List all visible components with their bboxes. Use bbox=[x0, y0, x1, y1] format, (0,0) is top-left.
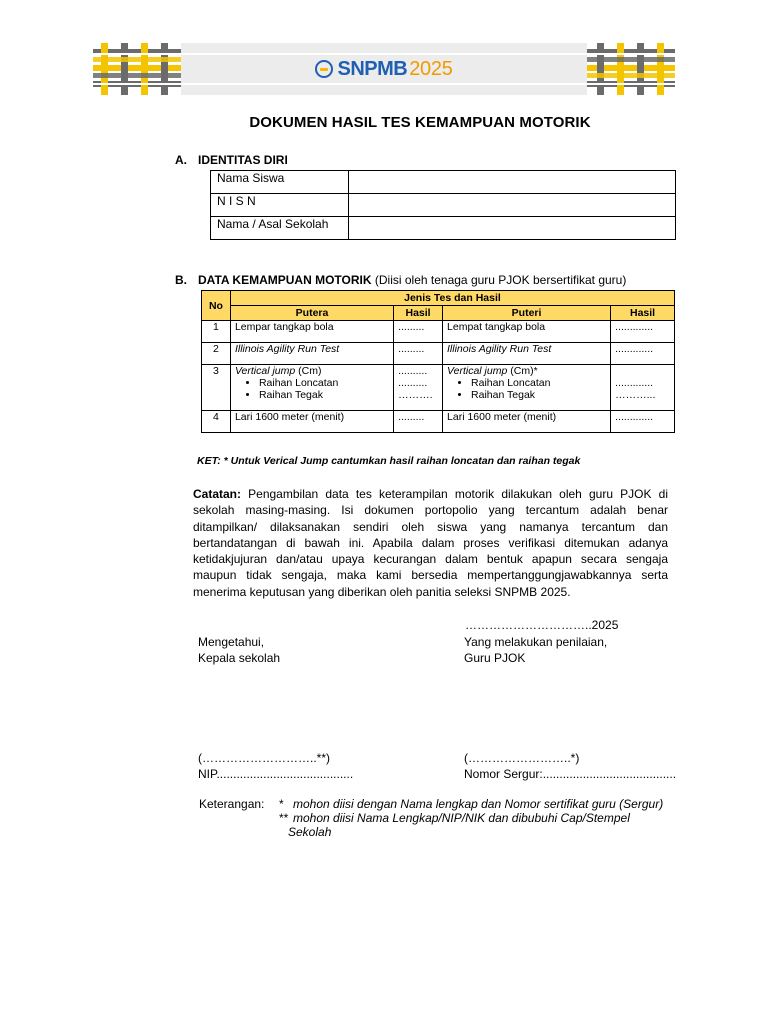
test-putera-main: Vertical jump bbox=[234, 365, 296, 377]
keterangan-note: mohon diisi dengan Nama lengkap dan Nomor sertifikat guru (Sergur) bbox=[293, 797, 664, 811]
result-line: .......... bbox=[398, 365, 428, 377]
result-puteri-field[interactable]: ............. bbox=[611, 411, 675, 433]
left-signature-block bbox=[198, 634, 280, 667]
result-puteri-field[interactable] bbox=[611, 365, 675, 411]
catatan-label: Catatan: bbox=[193, 487, 242, 501]
test-puteri: Lempat tangkap bola bbox=[443, 321, 611, 343]
left-sign-line1: Mengetahui, bbox=[198, 635, 265, 649]
sergur-field[interactable]: Nomor Sergur:........................................ bbox=[464, 767, 677, 782]
identity-label: Nama / Asal Sekolah bbox=[211, 217, 349, 240]
result-puteri-field[interactable]: ............. bbox=[611, 343, 675, 365]
section-b-subtitle: (Diisi oleh tenaga guru PJOK bersertifikat guru) bbox=[374, 273, 627, 287]
right-sign-line2: Guru PJOK bbox=[464, 651, 526, 666]
result-line: ………... bbox=[615, 389, 656, 401]
left-signer-fields bbox=[198, 750, 353, 783]
left-name-field[interactable]: (………………………..**) bbox=[198, 751, 330, 765]
result-line: .......... bbox=[398, 377, 428, 389]
table-row bbox=[202, 365, 675, 411]
keterangan-note-cont: Sekolah bbox=[288, 825, 332, 839]
col-hasil-header: Hasil bbox=[394, 306, 443, 321]
identity-row bbox=[211, 171, 676, 194]
identity-label: Nama Siswa bbox=[211, 171, 349, 194]
test-puteri: Illinois Agility Run Test bbox=[443, 343, 611, 365]
header-banner bbox=[93, 43, 675, 95]
identity-value-field[interactable] bbox=[349, 217, 676, 240]
keterangan-label: Keterangan: bbox=[199, 797, 265, 811]
test-putera: Illinois Agility Run Test bbox=[230, 343, 393, 365]
result-puteri-field[interactable]: ............. bbox=[611, 321, 675, 343]
identity-row bbox=[211, 194, 676, 217]
section-b-title: DATA KEMAMPUAN MOTORIK bbox=[198, 273, 372, 287]
catatan-text: Pengambilan data tes keterampilan motorik dilakukan oleh guru PJOK di sekolah masing-masing. Isi dokumen portopolio yang tercantum adalah benar ditampilkan/ dilaksanakan sendiri oleh siswa yang namanya tercantum dan bertandatangan di bawah ini. Apabila dalam proses verifikasi ditemukan adanya ketidakjujuran dan/atau upaya kecurangan dalam bentuk apapun secara sengaja maupun tidak sengaja, maka kami bersedia mempertanggungjawabkannya serta menerima keputusan yang diberikan oleh panitia seleksi SNPMB 2025. bbox=[193, 487, 668, 599]
snpmb-logo bbox=[93, 43, 675, 95]
table-row bbox=[202, 411, 675, 433]
section-b-label: B. bbox=[175, 273, 187, 287]
nip-field[interactable]: NIP......................................... bbox=[198, 767, 354, 782]
test-puteri: Lari 1600 meter (menit) bbox=[443, 411, 611, 433]
test-puteri-sub: • Raihan Loncatan bbox=[471, 377, 606, 389]
right-sign-line1: Yang melakukan penilaian, bbox=[464, 635, 608, 649]
test-putera-sub: • Raihan Loncatan bbox=[259, 377, 389, 389]
identity-label: N I S N bbox=[211, 194, 349, 217]
test-puteri-unit: (Cm)* bbox=[507, 365, 538, 377]
test-puteri-main: Vertical jump bbox=[447, 365, 508, 377]
brand-name: SNPMB bbox=[337, 57, 408, 80]
test-putera-unit: (Cm) bbox=[295, 365, 322, 377]
table-row bbox=[202, 321, 675, 343]
result-putera-field[interactable]: ......... bbox=[394, 343, 443, 365]
section-a-title: IDENTITAS DIRI bbox=[198, 153, 288, 167]
keterangan-note: mohon diisi Nama Lengkap/NIP/NIK dan dibubuhi Cap/Stempel bbox=[293, 811, 630, 825]
test-puteri bbox=[443, 365, 611, 411]
ket-note: KET: * Untuk Verical Jump cantumkan hasil raihan loncatan dan raihan tegak bbox=[197, 455, 581, 467]
right-signature-block bbox=[464, 634, 607, 667]
result-line: ............. bbox=[615, 377, 654, 389]
section-b-heading bbox=[198, 273, 626, 287]
row-number: 1 bbox=[202, 321, 231, 343]
test-puteri-sub: • Raihan Tegak bbox=[471, 389, 606, 401]
table-row bbox=[202, 343, 675, 365]
test-putera-sub: • Raihan Tegak bbox=[259, 389, 389, 401]
brand-year: 2025 bbox=[409, 57, 453, 80]
test-putera: Lempar tangkap bola bbox=[230, 321, 393, 343]
catatan-paragraph bbox=[193, 486, 668, 600]
result-putera-field[interactable]: ......... bbox=[394, 411, 443, 433]
col-hasil-header: Hasil bbox=[611, 306, 675, 321]
col-putera-header: Putera bbox=[230, 306, 393, 321]
row-number: 3 bbox=[202, 365, 231, 411]
identity-value-field[interactable] bbox=[349, 171, 676, 194]
col-puteri-header: Puteri bbox=[443, 306, 611, 321]
document-title: DOKUMEN HASIL TES KEMAMPUAN MOTORIK bbox=[249, 114, 591, 131]
right-signer-fields bbox=[464, 750, 676, 783]
result-line: ………. bbox=[398, 389, 433, 401]
col-group-header: Jenis Tes dan Hasil bbox=[230, 291, 674, 306]
keterangan-mark: * bbox=[279, 797, 284, 811]
identity-table bbox=[210, 170, 676, 240]
section-a-label: A. bbox=[175, 153, 187, 167]
row-number: 4 bbox=[202, 411, 231, 433]
signature-date: …………………………..2025 bbox=[465, 618, 619, 632]
identity-row bbox=[211, 217, 676, 240]
test-putera: Lari 1600 meter (menit) bbox=[230, 411, 393, 433]
motor-ability-table bbox=[201, 290, 675, 433]
left-sign-line2: Kepala sekolah bbox=[198, 651, 281, 666]
result-putera-field[interactable] bbox=[394, 365, 443, 411]
result-putera-field[interactable]: ......... bbox=[394, 321, 443, 343]
snpmb-emblem-icon bbox=[315, 60, 333, 78]
test-putera bbox=[230, 365, 393, 411]
identity-value-field[interactable] bbox=[349, 194, 676, 217]
col-no-header: No bbox=[202, 291, 231, 321]
keterangan-mark: ** bbox=[279, 811, 289, 825]
row-number: 2 bbox=[202, 343, 231, 365]
right-name-field[interactable]: (……………………..*) bbox=[464, 751, 580, 765]
